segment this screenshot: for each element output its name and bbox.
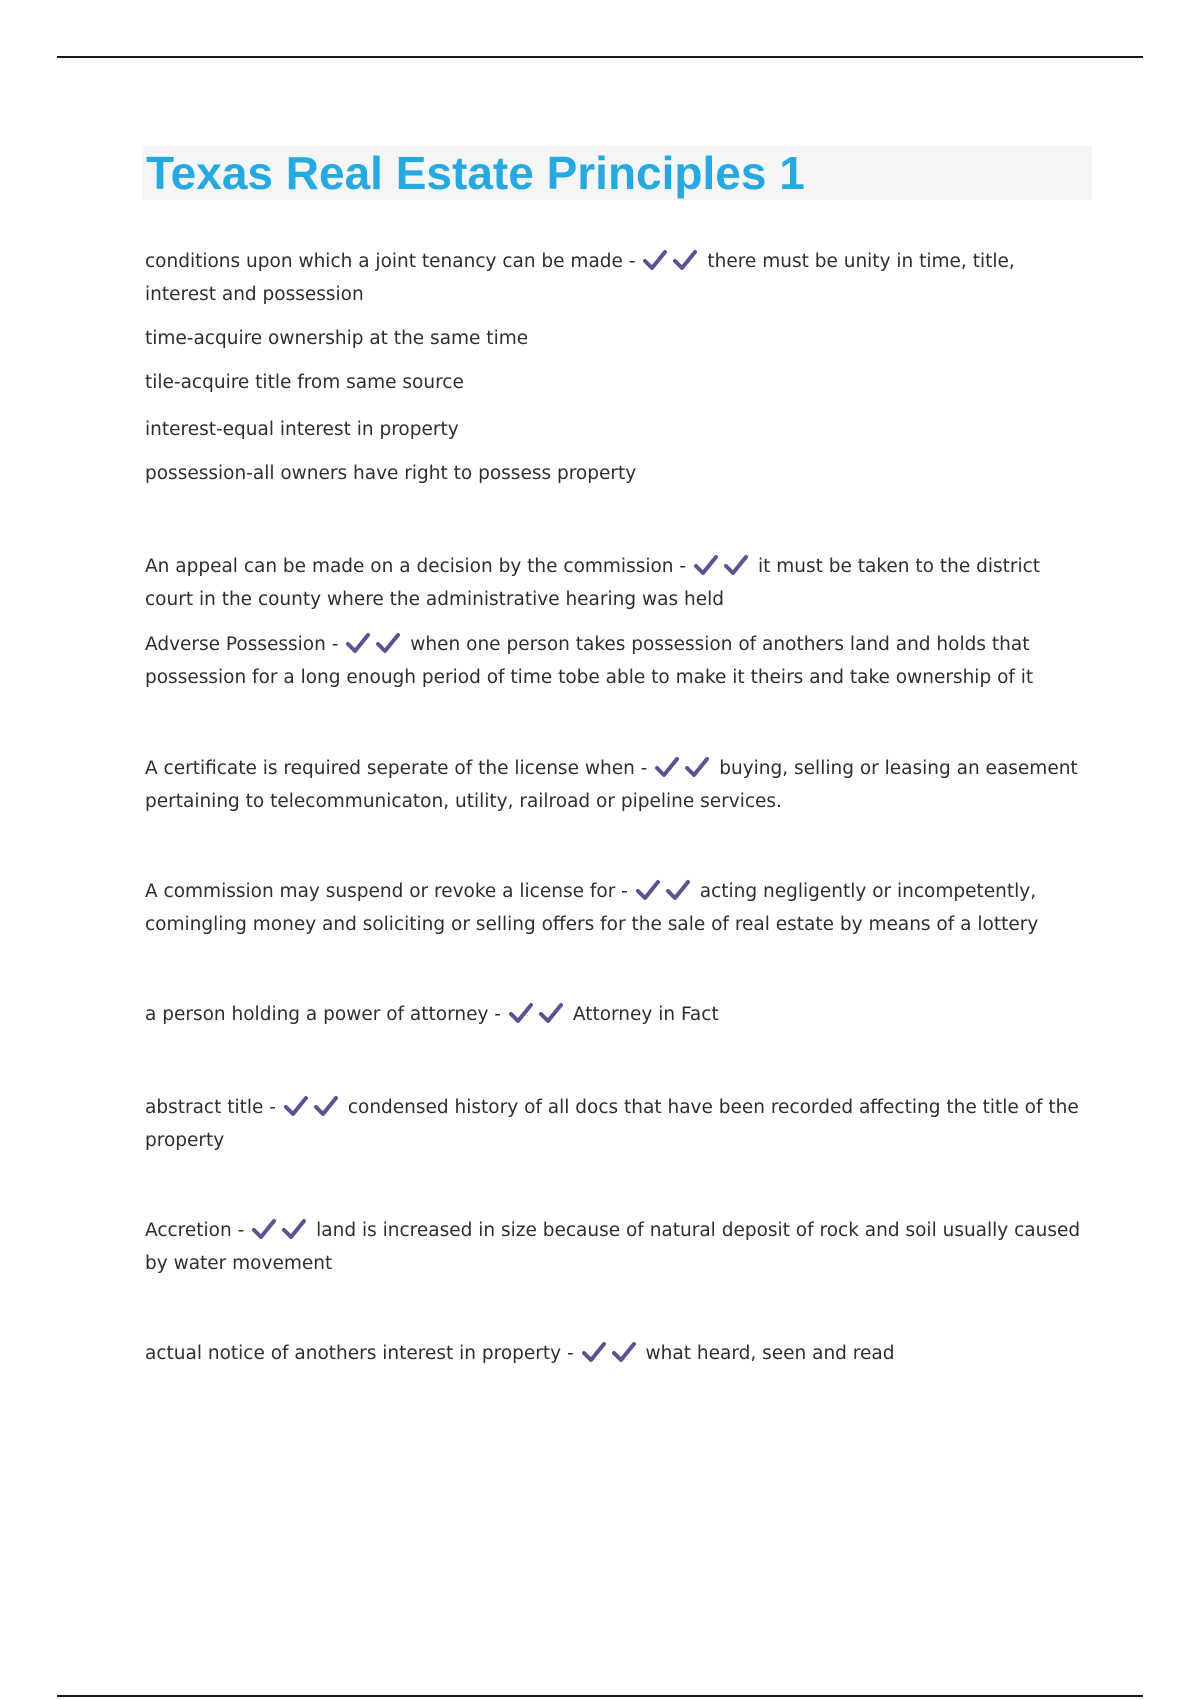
check-icon bbox=[376, 632, 400, 654]
double-check-icon bbox=[643, 249, 703, 280]
flashcard-entry bbox=[145, 247, 1085, 309]
entry-definition: land is increased in size because of natural deposit of rock and soil usually caused by water movement bbox=[145, 1220, 1081, 1274]
flashcard-entry bbox=[145, 630, 1085, 692]
entry-definition: condensed history of all docs that have been recorded affecting the title of the property bbox=[145, 1097, 1079, 1151]
entry-term: A commission may suspend or revoke a license for - bbox=[145, 881, 628, 902]
entry-definition: Attorney in Fact bbox=[572, 1004, 719, 1025]
check-icon bbox=[284, 1095, 308, 1117]
entry-term: Accretion - bbox=[145, 1220, 245, 1241]
flashcard-entry bbox=[145, 754, 1085, 816]
detail-line: possession-all owners have right to possess property bbox=[145, 463, 637, 484]
entry-term: abstract title - bbox=[145, 1097, 276, 1118]
top-rule bbox=[57, 56, 1143, 58]
entry-definition: when one person takes possession of anothers land and holds that possession for a long enough period of time tobe able to make it theirs and take ownership of it bbox=[145, 634, 1034, 688]
entry-term: An appeal can be made on a decision by the commission - bbox=[145, 556, 687, 577]
entry-definition: what heard, seen and read bbox=[645, 1343, 895, 1364]
check-icon bbox=[666, 879, 690, 901]
check-icon bbox=[509, 1002, 533, 1024]
check-icon bbox=[582, 1341, 606, 1363]
double-check-icon bbox=[252, 1218, 312, 1249]
check-icon bbox=[314, 1095, 338, 1117]
document-title: Texas Real Estate Principles 1 bbox=[146, 147, 805, 199]
entry-term: Adverse Possession - bbox=[145, 634, 339, 655]
flashcard-entry bbox=[145, 1093, 1085, 1155]
check-icon bbox=[282, 1218, 306, 1240]
flashcard-entry bbox=[145, 1000, 1085, 1033]
detail-line: time-acquire ownership at the same time bbox=[145, 328, 529, 349]
check-icon bbox=[636, 879, 660, 901]
flashcard-entry bbox=[145, 1216, 1085, 1278]
flashcard-entry bbox=[145, 1339, 1085, 1372]
detail-line: tile-acquire title from same source bbox=[145, 372, 464, 393]
double-check-icon bbox=[694, 554, 754, 585]
check-icon bbox=[643, 249, 667, 271]
double-check-icon bbox=[509, 1002, 569, 1033]
double-check-icon bbox=[655, 756, 715, 787]
entry-definition: it must be taken to the district court in the county where the administrative hearing was held bbox=[145, 556, 1041, 610]
detail-line: interest-equal interest in property bbox=[145, 419, 459, 440]
check-icon bbox=[724, 554, 748, 576]
check-icon bbox=[252, 1218, 276, 1240]
flashcard-entry bbox=[145, 552, 1085, 614]
check-icon bbox=[655, 756, 679, 778]
check-icon bbox=[539, 1002, 563, 1024]
bottom-rule bbox=[57, 1695, 1143, 1697]
double-check-icon bbox=[284, 1095, 344, 1126]
check-icon bbox=[612, 1341, 636, 1363]
entry-term: A certificate is required seperate of the license when - bbox=[145, 758, 648, 779]
double-check-icon bbox=[582, 1341, 642, 1372]
entry-definition: buying, selling or leasing an easement pertaining to telecommunicaton, utility, railroad or pipeline services. bbox=[145, 758, 1078, 812]
entry-term: a person holding a power of attorney - bbox=[145, 1004, 501, 1025]
entry-term: conditions upon which a joint tenancy can be made - bbox=[145, 251, 636, 272]
double-check-icon bbox=[346, 632, 406, 663]
entry-term: actual notice of anothers interest in property - bbox=[145, 1343, 574, 1364]
check-icon bbox=[694, 554, 718, 576]
check-icon bbox=[673, 249, 697, 271]
entry-definition: there must be unity in time, title, interest and possession bbox=[145, 251, 1015, 305]
double-check-icon bbox=[636, 879, 696, 910]
check-icon bbox=[346, 632, 370, 654]
entry-definition: acting negligently or incompetently, comingling money and soliciting or selling offers for the sale of real estate by means of a lottery bbox=[145, 881, 1039, 935]
flashcard-entry bbox=[145, 877, 1085, 939]
check-icon bbox=[685, 756, 709, 778]
